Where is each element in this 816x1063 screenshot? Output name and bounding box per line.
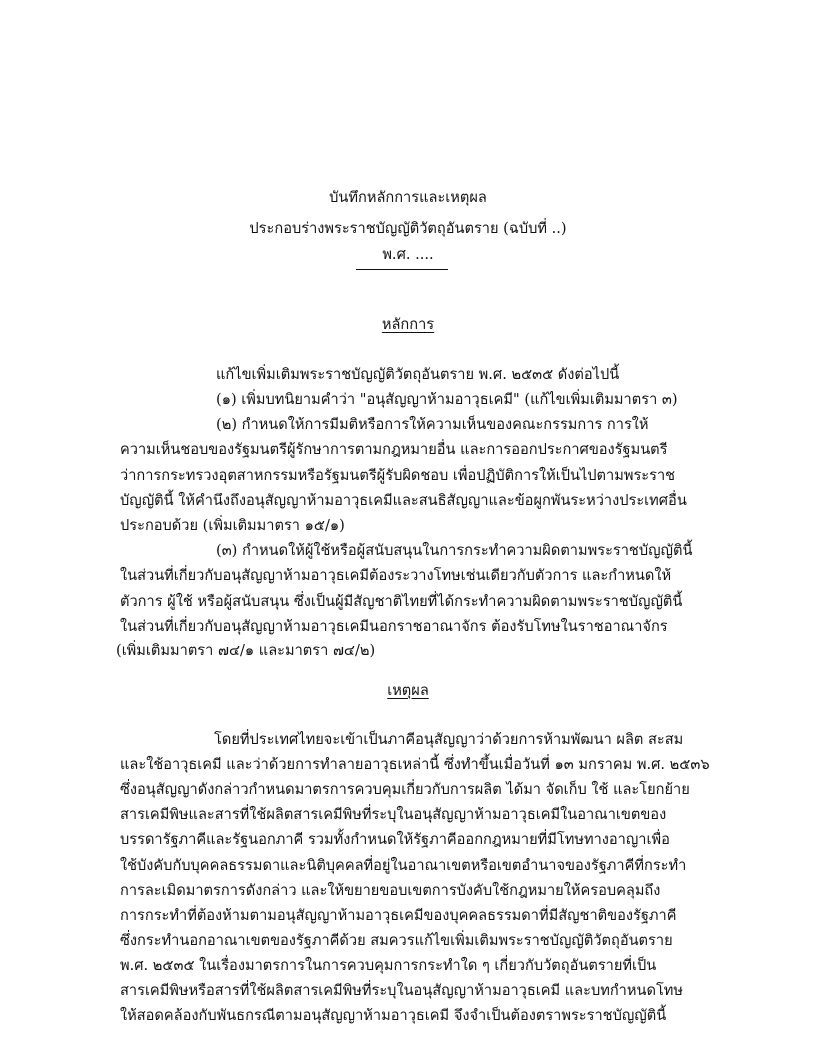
reason-line: การละเมิดมาตรการดังกล่าว และให้ขยายขอบเขตการบังคับใช้กฎหมายให้ครอบคลุมถึง: [120, 882, 661, 899]
principle-line: ในส่วนที่เกี่ยวกับอนุสัญญาห้ามอาวุธเคมีนอกราชอาณาจักร ต้องรับโทษในราชอาณาจักร: [120, 618, 668, 635]
principle-line: แก้ไขเพิ่มเติมพระราชบัญญัติวัตถุอันตราย พ.ศ. ๒๕๓๕ ดังต่อไปนี้: [216, 366, 620, 383]
principle-line: (๒) กำหนดให้การมีมติหรือการให้ความเห็นของคณะกรรมการ การให้: [216, 416, 649, 433]
principle-line: ว่าการกระทรวงอุตสาหกรรมหรือรัฐมนตรีผู้รับผิดชอบ เพื่อปฏิบัติการให้เป็นไปตามพระราช: [120, 467, 676, 484]
principle-heading: หลักการ: [381, 316, 435, 333]
principle-line: (เพิ่มเติมมาตรา ๗๔/๑ และมาตรา ๗๔/๒): [116, 642, 376, 659]
reason-line: บรรดารัฐภาคีและรัฐนอกภาคี รวมทั้งกำหนดให้รัฐภาคีออกกฎหมายที่มีโทษทางอาญาเพื่อ: [120, 831, 670, 848]
header-divider: [356, 269, 448, 270]
memo-title: บันทึกหลักการและเหตุผล: [329, 189, 487, 206]
reason-line: ซึ่งอนุสัญญาดังกล่าวกำหนดมาตรการควบคุมเกี่ยวกับการผลิต ได้มา จัดเก็บ ใช้ และโยกย้าย: [120, 781, 690, 798]
memo-subtitle: ประกอบร่างพระราชบัญญัติวัตถุอันตราย (ฉบับที่ ..): [249, 220, 567, 237]
reason-line: พ.ศ. ๒๕๓๕ ในเรื่องมาตรการในการควบคุมการกระทำใด ๆ เกี่ยวกับวัตถุอันตรายที่เป็น: [120, 957, 657, 974]
principle-line: บัญญัตินี้ ให้คำนึงถึงอนุสัญญาห้ามอาวุธเคมีและสนธิสัญญาและข้อผูกพันระหว่างประเทศอื่น: [120, 492, 687, 509]
reason-line: และใช้อาวุธเคมี และว่าด้วยการทำลายอาวุธเหล่านี้ ซึ่งทำขึ้นเมื่อวันที่ ๑๓ มกราคม พ.ศ. ๒๕๓๖: [120, 756, 710, 773]
principle-line: (๑) เพิ่มบทนิยามคำว่า "อนุสัญญาห้ามอาวุธเคมี" (แก้ไขเพิ่มเติมมาตรา ๓): [216, 391, 678, 408]
principle-line: ประกอบด้วย (เพิ่มเติมมาตรา ๑๕/๑): [120, 517, 345, 534]
reason-line: สารเคมีพิษหรือสารที่ใช้ผลิตสารเคมีพิษที่ระบุในอนุสัญญาห้ามอาวุธเคมี และบทกำหนดโทษ: [120, 982, 684, 999]
memo-year: พ.ศ. ....: [382, 246, 434, 263]
principle-line: ความเห็นชอบของรัฐมนตรีผู้รักษาการตามกฎหมายอื่น และการออกประกาศของรัฐมนตรี: [120, 441, 668, 458]
reason-line: ให้สอดคล้องกับพันธกรณีตามอนุสัญญาห้ามอาวุธเคมี จึงจำเป็นต้องตราพระราชบัญญัตินี้: [120, 1007, 667, 1024]
principle-line: (๓) กำหนดให้ผู้ใช้หรือผู้สนับสนุนในการกระทำความผิดตามพระราชบัญญัตินี้: [216, 542, 693, 559]
principle-line: ในส่วนที่เกี่ยวกับอนุสัญญาห้ามอาวุธเคมีต้องระวางโทษเช่นเดียวกับตัวการ และกำหนดให้: [120, 567, 672, 584]
reason-line: โดยที่ประเทศไทยจะเข้าเป็นภาคีอนุสัญญาว่าด้วยการห้ามพัฒนา ผลิต สะสม: [214, 731, 684, 748]
reason-line: ใช้บังคับกับบุคคลธรรมดาและนิติบุคคลที่อยู่ในอาณาเขตหรือเขตอำนาจของรัฐภาคีที่กระทำ: [120, 857, 687, 874]
reason-line: สารเคมีพิษและสารที่ใช้ผลิตสารเคมีพิษที่ระบุในอนุสัญญาห้ามอาวุธเคมีในอาณาเขตของ: [120, 806, 667, 823]
principle-line: ตัวการ ผู้ใช้ หรือผู้สนับสนุน ซึ่งเป็นผู้มีสัญชาติไทยที่ได้กระทำความผิดตามพระราชบัญญัตินี้: [120, 593, 683, 610]
reason-line: การกระทำที่ต้องห้ามตามอนุสัญญาห้ามอาวุธเคมีของบุคคลธรรมดาที่มีสัญชาติของรัฐภาคี: [120, 907, 677, 924]
reason-heading: เหตุผล: [387, 682, 429, 699]
reason-line: ซึ่งกระทำนอกอาณาเขตของรัฐภาคีด้วย สมควรแก้ไขเพิ่มเติมพระราชบัญญัติวัตถุอันตราย: [120, 932, 673, 949]
